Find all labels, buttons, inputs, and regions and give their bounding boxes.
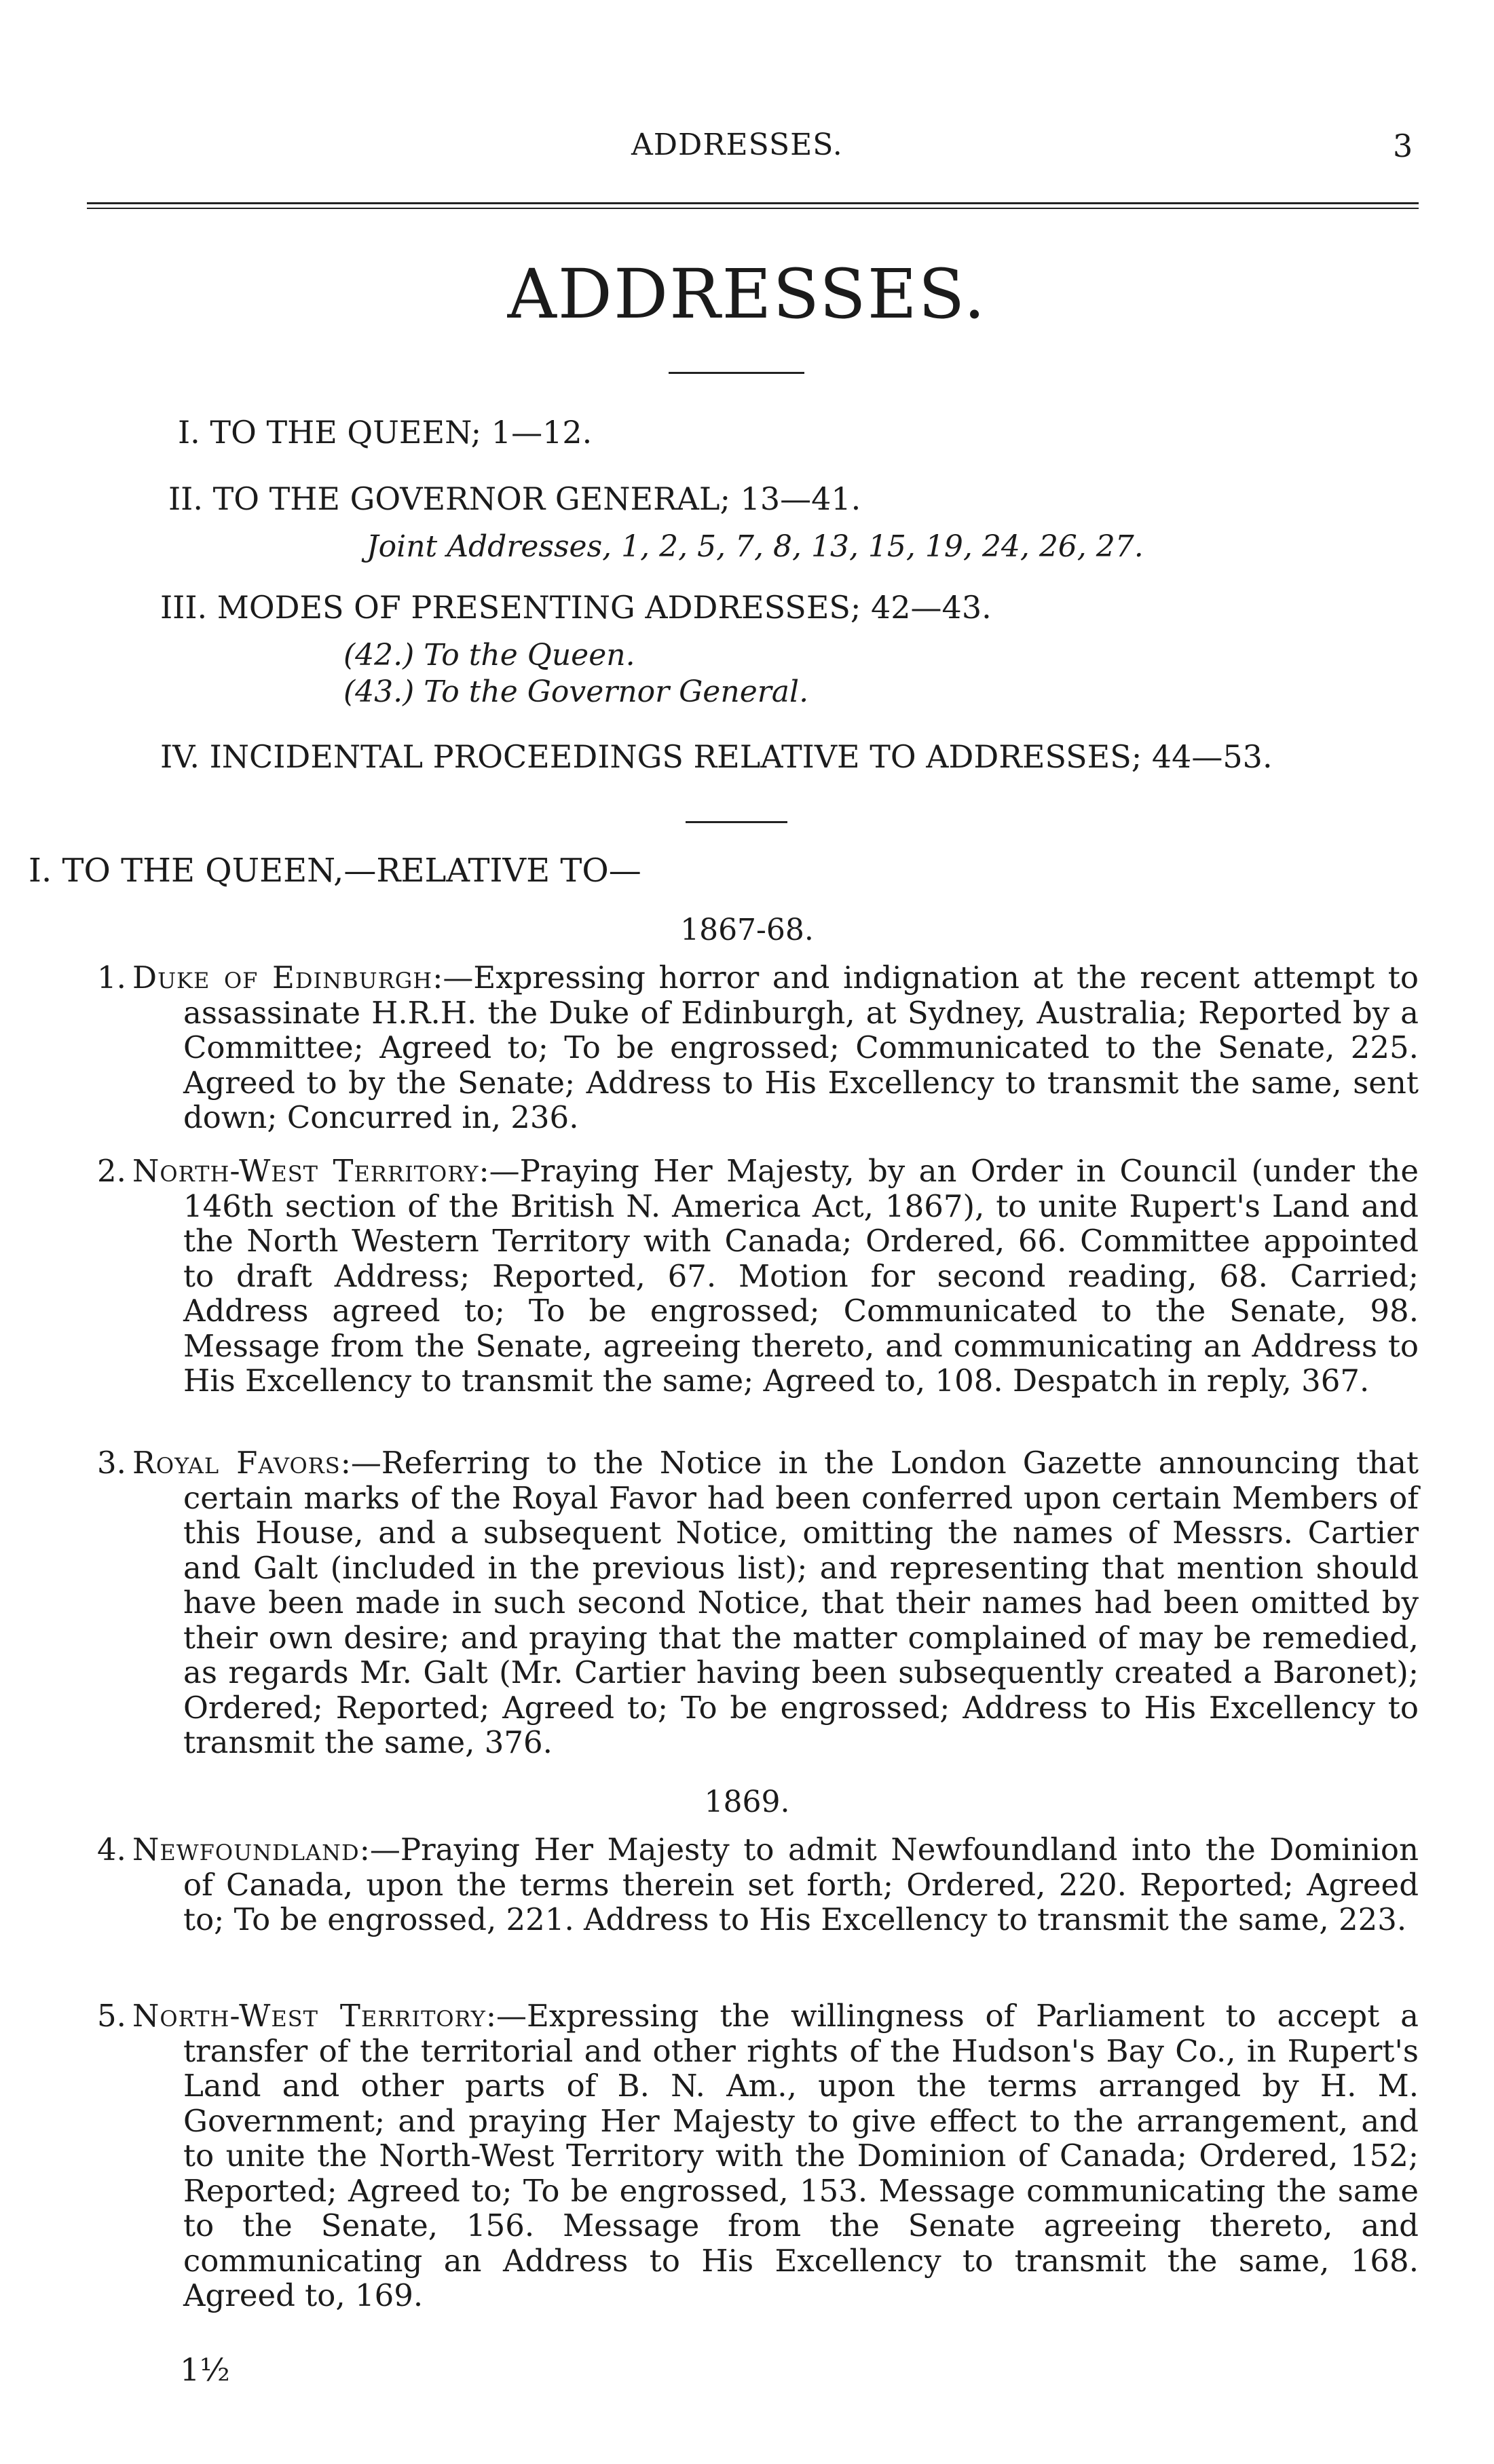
toc-subitem-governor: (43.) To the Governor General. <box>343 675 809 709</box>
entry-heading: North-West Territory <box>132 1153 479 1189</box>
section-rule <box>686 821 787 823</box>
toc-subitem-joint: Joint Addresses, 1, 2, 5, 7, 8, 13, 15, 19, 24, 26, 27. <box>367 529 1144 564</box>
entry <box>97 1832 1419 1937</box>
year-heading: 1869. <box>704 1785 790 1819</box>
entry-heading: Duke of Edinburgh <box>132 960 433 996</box>
toc-item-4: IV. INCIDENTAL PROCEEDINGS RELATIVE TO ADDRESSES; 44—53. <box>160 738 1273 775</box>
signature-mark: 1½ <box>180 2351 230 2388</box>
entry-text: :—Praying Her Majesty, by an Order in Council (under the 146th section of the British N. America Act, 1867), to unite Rupert's Land and the North Western Territory with Canada; Ordered, 66. Committee appointed to draft Address; Reported, 67. Motion for second reading, 68. Carried; Address agreed to; To be engrossed; Communicated to the Senate, 98. Message from the Senate, agreeing thereto, and communicating an Address to His Excellency to transmit the same; Agreed to, 108. Despatch in reply, 367. <box>183 1153 1419 1399</box>
entry-text: :—Expressing horror and indignation at the recent attempt to assassinate H.R.H. the Duke of Edinburgh, at Sydney, Australia; Reported by a Committee; Agreed to; To be engrossed; Communicated to the Senate, 225. Agreed to by the Senate; Address to His Excellency to transmit the same, sent down; Concurred in, 236. <box>183 960 1419 1135</box>
year-heading: 1867-68. <box>680 913 814 947</box>
entry-heading: North-West Territory <box>132 1998 486 2034</box>
toc-item-3: III. MODES OF PRESENTING ADDRESSES; 42—43. <box>160 589 992 626</box>
section-heading: I. TO THE QUEEN,—RELATIVE TO— <box>29 852 641 890</box>
entry-text: :—Expressing the willingness of Parliament to accept a transfer of the territorial and other rights of the Hudson's Bay Co., in Rupert's Land and other parts of B. N. Am., upon the terms arranged by H. M. Government; and praying Her Majesty to give effect to the arrangement, and to unite the North-West Territory with the Dominion of Canada; Ordered, 152; Reported; Agreed to; To be engrossed, 153. Message communicating the same to the Senate, 156. Message from the Senate agreeing thereto, and communicating an Address to His Excellency to transmit the same, 168. Agreed to, 169. <box>183 1998 1419 2313</box>
entry <box>97 1998 1419 2313</box>
entry-heading: Newfoundland <box>132 1832 360 1868</box>
header-rule-double <box>87 208 1419 209</box>
toc-item-1: I. TO THE QUEEN; 1—12. <box>178 414 593 451</box>
title-rule <box>669 372 804 374</box>
header-rule <box>87 202 1419 204</box>
entry-number: 2. <box>97 1153 126 1189</box>
toc-item-2: II. TO THE GOVERNOR GENERAL; 13—41. <box>168 480 861 517</box>
entry-text: :—Referring to the Notice in the London Gazette announcing that certain marks of the Royal Favor had been conferred upon certain Members of this House, and a subsequent Notice, omitting the names of Messrs. Cartier and Galt (included in the previous list); and representing that mention should have been made in such second Notice, that their names had been omitted by their own desire; and praying that the matter complained of may be remedied, as regards Mr. Galt (Mr. Cartier having been subsequently created a Baronet); Ordered; Reported; Agreed to; To be engrossed; Address to His Excellency to transmit the same, 376. <box>183 1445 1419 1760</box>
entry <box>97 1153 1419 1399</box>
entry-number: 1. <box>97 960 126 996</box>
running-title: ADDRESSES. <box>631 128 843 162</box>
page-number: 3 <box>1393 128 1413 164</box>
entry <box>97 1445 1419 1760</box>
toc-subitem-queen: (42.) To the Queen. <box>343 638 635 672</box>
entry-number: 4. <box>97 1832 126 1868</box>
entry-number: 3. <box>97 1445 126 1481</box>
entry-text: :—Praying Her Majesty to admit Newfoundland into the Dominion of Canada, upon the terms therein set forth; Ordered, 220. Reported; Agreed to; To be engrossed, 221. Address to His Excellency to transmit the same, 223. <box>183 1832 1419 1937</box>
entry-number: 5. <box>97 1998 126 2034</box>
entry <box>97 960 1419 1135</box>
page-title: ADDRESSES. <box>507 254 987 334</box>
entry-heading: Royal Favors <box>132 1445 341 1481</box>
running-head <box>0 128 1494 168</box>
